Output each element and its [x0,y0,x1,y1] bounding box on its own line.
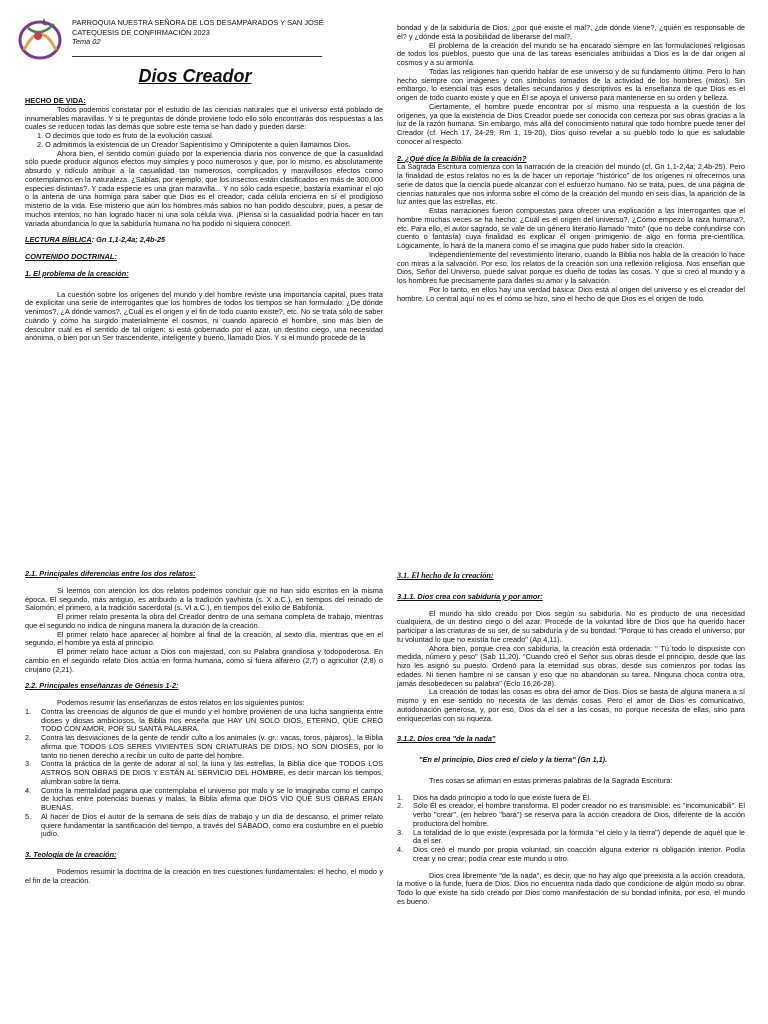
page-title: Dios Creador [138,66,252,86]
list-item [25,760,383,786]
lectura-line [25,236,383,245]
section-3-1-2-heading: 3.1.2. Dios crea "de la nada" [397,734,496,744]
parish-name: PARROQUIA NUESTRA SEÑORA DE LOS DESAMPARADOS Y SAN JOSÉ [72,18,324,27]
list-item-number: 2. [25,733,32,742]
section-3-1-heading: 3.1. El hecho de la creación: [397,571,494,580]
section-3-1-1-paragraph-3: La creación de todas las cosas es obra del amor de Dios. Dios se basta de alguna manera a sí mismo y en ese sentido no necesita de las demás cosas. Pero el amor de Dios es comunicativo, autodonación generosa, y, por eso, Dios da el ser a las cosas, no porque necesita de ellas, sino para enriquecerlas con su riqueza. [397,687,745,723]
section-1-paragraph: La cuestión sobre los orígenes del mundo y del hombre reviste una importancia capital, pues trata de explicitar una serie de interrogantes que los hombres de todos los tiempos se han formulado: ¿De dónde venimos?, ¿A dónde vamos?, ¿Cuál es el origen y el fin de todo cuanto existe?, etc. No se trata sólo de saber cuándo y cómo ha surgido materialmente el cosmos, ni cuando apareció el hombre, sino más bien de descubrir cuál es el sentido de tal origen: si está gobernado por el azar, un destino ciego, una necesidad anónima, o bien por un Ser trascendente, inteligente y bueno, llamado Dios. Y si el mundo procede de la [25,289,383,343]
list-item-text: Al hacer de Dios el autor de la semana de seis días de trabajo y un día de descanso, el primer relato quiere fundamentar la santificación del tiempo, a través del SÁBADO, como era costumbre en el pueblo judío. [41,811,383,839]
list-item-text: Contra la mentalidad pagana que contemplaba el universo por malo y se lo imaginaba como el campo de luchas entre potencias buenas y malas, la Biblia afirma que DIOS VIO QUE SUS OBRAS ERAN BUENAS. [41,785,383,812]
list-item [25,813,383,839]
hecho-option-2: 2. O admitimos la existencia de un Creador Sapientísimo y Omnipotente a quien llamamos Dios. [37,139,351,149]
list-item-number: 4. [397,845,404,854]
right-bottom-column [397,572,745,907]
creation-affirmations-list [397,794,745,864]
section-3-1-2-closing-paragraph: Dios crea libremente "de la nada", es decir, que no hay algo que preexista a la acción creadora, la motive o la funde, fuera de Dios. Dios no encuentra nada dado que condicione de algún modo su obrar. Todo lo que existe ha sido creado por Dios como manifestación de su bondad infinita, por eso, el mundo es bueno. [397,870,745,906]
list-item [25,787,383,813]
section-3-paragraph: Podemos resumir la doctrina de la creación en tres cuestiones fundamentales: el hecho, el modo y el fin de la creación. [25,866,383,885]
section-2-1-paragraph-4: El primer relato hace actuar a Dios con majestad, con su Palabra grandiosa y todopoderosa. En cambio en el segundo relato Dios actúa en forma humana, como si fuera alfarero (2,7) o agricultor (2,8) o cirujano (2,21). [25,647,383,674]
section-2-paragraph-4: Por lo tanto, en ellos hay una verdad básica: Dios está al origen del universo y es el creador del hombre. Lo central aquí no es el cómo se hizo, sino el hecho de que Dios es el origen de todo. [397,284,745,303]
hecho-option-1: 1. O decimos que todo es fruto de la evolución casual. [37,131,214,140]
hecho-paragraph: Todos podemos constatar por el estudio de las ciencias naturales que el universo está poblado de innumerables maravillas. Y si te preguntas de dónde proviene todo ello sólo encontrarás dos respuestas a las cuales se reducen todas las demás que sobre este tema se han dado y pueden darse: [25,104,383,132]
contenido-heading: CONTENIDO DOCTRINAL: [25,252,117,261]
list-item [25,708,383,734]
section-2-paragraph-3: Independientemente del revestimiento literario, cuando la Biblia nos habla de la creación lo hace con miras a la salvación. Por eso, los relatos de la creación son una reflexión religiosa. Nos enseñan que Dios, Señor del Universo, puede salvar porque es dueño de todas las cosas. Y que si creó al mundo y a los hombres fue precisamente para darles su amor y la salvación. [397,249,745,285]
religions-paragraph: El problema de la creación del mundo se ha encarado siempre en las formulaciones religiosas de todos los pueblos, puesto que una de las tareas esenciales atribuidas a Dios es la de dar origen al cosmos y a su armonía. [397,40,745,67]
list-item-text: Sólo Él es creador, el hombre transforma. El poder creador no es transmisible: es "incomunicabili". El verbo "crear", (en hebreo "bará") se reserva para la acción creadora de Dios, diferente de la acción productora del hombre. [413,801,745,828]
list-item [397,802,745,828]
section-2-2-intro: Podemos resumir las enseñanzas de estos relatos en los siguientes puntos: [57,698,305,707]
list-item-text: La totalidad de lo que existe (expresada por la fórmula "el cielo y la tierra") depende de aquél que le da el ser. [413,827,745,846]
left-top-column [25,97,383,343]
lectura-label: LECTURA BÍBLICA [25,235,92,245]
section-2-1-heading: 2.1. Principales diferencias entre los dos relatos: [25,569,196,578]
topic-number: Tema 02 [72,37,101,47]
list-item-number: 3. [397,827,404,837]
list-item-text: Contra la práctica de la gente de adorar al sol, la luna y las estrellas, la Biblia dice que TODOS LOS ASTROS SON OBRAS DE DIOS Y ESTÁN AL SERVICIO DEL HOMBRE, es decir marcan los tiempos, alumbran sobre la tierra. [41,759,383,786]
list-item-number: 3. [25,759,32,769]
section-2-heading: 2. ¿Qué dice la Biblia de la creación? [397,153,527,163]
list-item-text: Contra las creencias de algunos de que el mundo y el hombre provienen de una lucha sangrienta entre dioses y diosas ambiciosos, la Biblia nos enseña que HAY UN SOLO DIOS, ETERNO, QUE CREÓ TODO CON AMOR, POR SU SANTA PALABRA. [41,706,383,734]
lectura-reference: : Gn 1,1-2,4a; 2,4b-25 [91,235,166,245]
section-3-1-1-paragraph-1: El mundo ha sido creado por Dios según su sabiduría. No es producto de una necesidad cualquiera, de un destino ciego o del azar. Procede de la voluntad libre de Dios que ha querido hacer participar a las criaturas de su ser, de su sabiduría y de su bondad: "Porque tú has creado el universo; por tu voluntad lo que no existía fue creado" (Ap 4,11). [397,608,745,644]
right-top-column [397,24,745,303]
list-item-number: 2. [397,801,404,811]
left-bottom-column [25,570,383,885]
list-item-text: Dios ha dado principio a todo lo que existe fuera de Él. [413,792,591,802]
hecho-heading: HECHO DE VIDA: [25,96,86,105]
parish-header [72,18,324,47]
genesis-quote: "En el principio, Dios creó el cielo y la tierra" (Gn 1,1). [419,755,608,764]
myths-paragraph: Todas las religiones han querido hablar de ese universo y de su fundamento último. Pero lo han hecho siempre con imágenes y con símbolos tomados de la actividad de los hombres (mitos). Sin embargo, lo esencial tras esos detalles secundarios y descriptivos es la enseñanza de que Dios es el origen de todo cuanto existe y que en Él se apoya el universo para mantenerse en su orden y belleza. [397,66,745,102]
teachings-list [25,708,383,839]
list-item [397,846,745,864]
section-2-1-paragraph-1: Si leemos con atención los dos relatos podemos concluir que no han sido escritos en la misma época. El segundo, más antiguo, es atribuido a la tradición yavhista (s. X a.C.), en tiempos del reinado de Salomón; el primero, a la tradición sacerdotal (s. VI a.C.), en tiempos del exilio de Babilonia. [25,585,383,613]
section-2-paragraph-2: Estas narraciones fueron compuestas para ofrecer una explicación a las interrogantes que el hombre muchas veces se ha hecho: ¿Cuál es el origen del universo?, ¿Cómo empezó la raza humana?, etc. Para ello, el autor sagrado, se vale de un género literario llamado "mito" (que no debe confundirse con cuento o fantasía) cuya finalidad es explicar el origen primigenio de algo en forma pre-científica. Lógicamente, lo hará de la manera como él se imagina que pudo haber sido la creación. [397,206,745,250]
list-item [25,734,383,760]
list-item-text: Contra las desviaciones de la gente de rendir culto a los animales (v. gr.: vacas, toros, pájaros)., la Biblia afirma que TODOS LOS SERES VIVIENTES SON CRIATURAS DE DIOS, NO SON DIOSES, por lo tanto no tienen derecho a recibir un culto de parte del hombre. [41,733,383,760]
section-2-paragraph-1: La Sagrada Escritura comienza con la narración de la creación del mundo (cf. Gn 1,1-2,4a; 2,4b-25). Pero la finalidad de estos relatos no es la de hacer un reportaje "histórico" de los orígenes ni ofrecernos una serie de datos que la ciencia puede alcanzar con el esfuerzo humano. No se trata, pues, de una página de ciencias naturales que nos informa sobre el cómo de la creación del mundo en seis días, la aparición de la luz antes que las estrellas, etc. [397,162,745,207]
list-item-number: 4. [25,785,32,795]
list-item-number: 1. [25,706,32,716]
section-3-heading: 3. Teología de la creación: [25,850,117,859]
section-1-heading: 1. El problema de la creación: [25,268,129,278]
section-2-1-paragraph-3: El primer relato hace aparecer al hombre al final de la creación, al sexto día, mientras que en el segundo, el hombre ya está al principio. [25,629,383,648]
catechesis-name: CATEQUESIS DE CONFIRMACIÓN 2023 [72,27,210,37]
list-item-number: 5. [25,811,32,821]
section-2-2-heading: 2.2. Principales enseñanzas de Génesis 1-2: [25,681,179,691]
list-item [397,829,745,847]
section-3-1-2-intro: Tres cosas se afirman en estas primeras palabras de la Sagrada Escritura: [429,775,673,785]
evil-question-paragraph: bondad y de la sabiduría de Dios, ¿por qué existe el mal?, ¿de dónde viene?, ¿quién es responsable de él? y ¿dónde está la posibilidad de liberarse del mal?. [397,23,745,41]
header-divider [72,56,322,57]
parish-logo-icon [14,12,66,62]
section-2-1-paragraph-2: El primer relato presenta la obra del Creador dentro de una semana completa de trabajo, mientras que el segundo no indica de ninguna manera la duración de la creación. [25,612,383,630]
hecho-paragraph-2: Ahora bien, el sentido común guiado por la experiencia diaria nos convence de que la casualidad sólo puede producir algunos efectos muy simples y poco numerosos y que, por lo mismo, es absolutamente absurdo y ridículo atribuir a la casualidad tan numerosos, complicados y maravillosos efectos como contemplamos en la naturaleza. ¿Sabías, por ejemplo, que los insectos están clasificados en más de 300,000 especies distintas?. Y cada especie es una gran maravilla... Y no sólo cada especie, bastaría examinar el ojo o la antena de una hormiga para saber que Dios es el creador; cada célula encierra en sí el prodigioso misterio de la vida. Ese misterio que aún los hombres más sabios no han podido descubrir, pues, a pesar de muchos intentos, no han logrado hacer ni una sola célula viva. ¡Piensa si la casualidad podría hacer en tan variada abundancia lo que la sabiduría humana no ha podido ni siquiera conocer!. [25,148,383,228]
list-item-text: Dios creó el mundo por propia voluntad, sin coacción alguna exterior ni obligación interior. Podía crear y no crear; podía crear este mundo u otro. [413,845,745,863]
reason-paragraph: Ciertamente, el hombre puede encontrar por sí mismo una respuesta a la cuestión de los orígenes, ya que la existencia de Dios Creador puede ser conocida con certeza por sus obras gracias a la luz de la razón humana. Sin embargo, más allá del conocimiento natural que todo hombre puede tener del Creador (cf. Hech 17, 24-29; Rm 1, 19-20), Dios quiso revelar a su pueblo todo lo que es saludable conocer al respecto. [397,101,745,146]
list-item-number: 1. [397,792,404,802]
section-3-1-1-paragraph-2: Ahora bien, porque crea con sabiduría, la creación está ordenada: " Tú todo lo dispusiste con medida, número y peso" (Sab 11,20). "Cuando creó el Señor sus obras desde el principio, desde que las hizo les asignó su puesto. Ordenó para la eternidad sus obras, desde sus comienzos por todas las edades. Ni tienen hambre ni se cansan y eso que no abandonan su tarea. Ninguna choca contra otra, jamás desobedecen su palabra" (Eclo 16,26-28). [397,643,745,688]
section-3-1-1-heading: 3.1.1. Dios crea con sabiduría y por amor: [397,591,543,601]
